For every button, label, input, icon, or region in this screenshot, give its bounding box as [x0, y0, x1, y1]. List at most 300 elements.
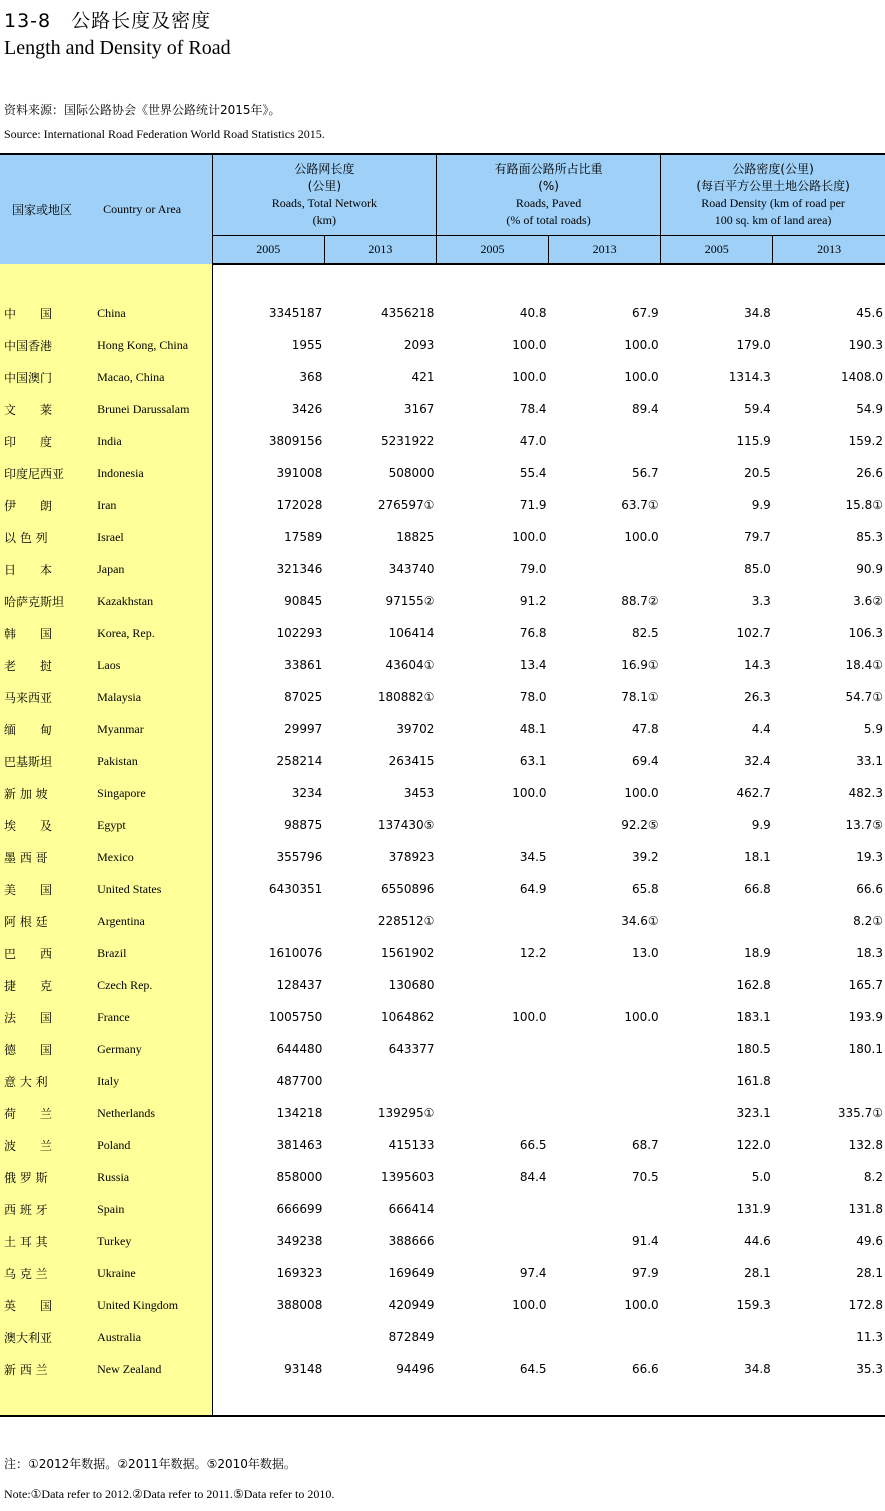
country-name-cn: 俄 罗 斯	[0, 1161, 95, 1193]
value-cell: 19.3	[856, 850, 883, 864]
table-row	[0, 489, 885, 521]
header-line: Roads, Total Network	[271, 196, 377, 210]
value-cell: 82.5	[631, 626, 659, 640]
value-cell: 90845	[284, 594, 323, 608]
value-cell: 169649	[388, 1266, 435, 1280]
value-cell: 3426	[291, 402, 323, 416]
country-name-en: Russia	[95, 1161, 212, 1193]
value-cell: 180.1	[848, 1042, 883, 1056]
value-cell: 388666	[388, 1234, 435, 1248]
table-row	[0, 393, 885, 425]
value-cell: 321346	[276, 562, 323, 576]
country-name-cn: 伊 朗	[0, 489, 95, 521]
country-name-cn: 西 班 牙	[0, 1193, 95, 1225]
value-cell: 67.9	[631, 306, 659, 320]
header-line: (%)	[538, 179, 559, 193]
value-cell: 378923	[388, 850, 435, 864]
country-name-en: Iran	[95, 489, 212, 521]
table-row	[0, 937, 885, 969]
value-cell: 89.4	[631, 402, 659, 416]
value-cell: 391008	[276, 466, 323, 480]
value-cell	[436, 1097, 548, 1129]
value-cell: 106414	[388, 626, 435, 640]
value-cell	[212, 905, 324, 937]
value-cell: 165.7	[848, 978, 883, 992]
value-cell: 159.3	[736, 1298, 771, 1312]
header-line: 100 sq. km of land area)	[714, 213, 832, 227]
value-cell: 35.3	[856, 1362, 883, 1376]
country-name-cn: 日 本	[0, 553, 95, 585]
value-cell	[661, 1321, 773, 1353]
value-cell: 91.2	[519, 594, 547, 608]
value-cell: 482.3	[848, 786, 883, 800]
value-cell: 1610076	[268, 946, 323, 960]
country-name-en: Poland	[95, 1129, 212, 1161]
value-cell: 100.0	[512, 1298, 547, 1312]
value-cell: 6550896	[381, 882, 435, 896]
value-cell: 16.9①	[621, 658, 659, 672]
value-cell: 349238	[276, 1234, 323, 1248]
header-line: Road Density (km of road per	[701, 196, 845, 210]
value-cell: 162.8	[736, 978, 771, 992]
value-cell: 65.8	[631, 882, 659, 896]
value-cell: 29997	[284, 722, 323, 736]
value-cell: 193.9	[848, 1010, 883, 1024]
value-cell	[549, 1033, 661, 1065]
value-cell: 64.5	[519, 1362, 547, 1376]
value-cell: 190.3	[848, 338, 883, 352]
value-cell: 132.8	[848, 1138, 883, 1152]
country-name-en: Australia	[95, 1321, 212, 1353]
value-cell: 33.1	[856, 754, 883, 768]
value-cell: 644480	[276, 1042, 323, 1056]
value-cell: 100.0	[624, 1010, 659, 1024]
country-name-en: India	[95, 425, 212, 457]
table-row	[0, 521, 885, 553]
value-cell: 13.0	[631, 946, 659, 960]
value-cell: 8.2	[863, 1170, 883, 1184]
value-cell: 180.5	[736, 1042, 771, 1056]
value-cell: 39.2	[631, 850, 659, 864]
value-cell: 228512①	[377, 914, 435, 928]
country-name-en: Mexico	[95, 841, 212, 873]
value-cell: 28.1	[744, 1266, 771, 1280]
value-cell: 666414	[388, 1202, 435, 1216]
value-cell: 14.3	[744, 658, 771, 672]
value-cell: 100.0	[624, 1298, 659, 1312]
value-cell: 130680	[388, 978, 435, 992]
country-name-en: Brunei Darussalam	[95, 393, 212, 425]
value-cell: 858000	[276, 1170, 323, 1184]
value-cell: 34.5	[519, 850, 547, 864]
value-cell: 134218	[276, 1106, 323, 1120]
country-name-cn: 土 耳 其	[0, 1225, 95, 1257]
table-row	[0, 681, 885, 713]
value-cell: 56.7	[631, 466, 659, 480]
value-cell: 28.1	[856, 1266, 883, 1280]
table-body	[0, 264, 885, 1416]
value-cell: 3.3	[751, 594, 771, 608]
country-name-en: Spain	[95, 1193, 212, 1225]
value-cell: 172.8	[848, 1298, 883, 1312]
value-cell: 44.6	[744, 1234, 771, 1248]
value-cell: 18825	[396, 530, 435, 544]
value-cell: 355796	[276, 850, 323, 864]
country-name-en: Egypt	[95, 809, 212, 841]
value-cell: 13.7⑤	[845, 818, 883, 832]
value-cell: 34.6①	[621, 914, 659, 928]
value-cell	[436, 905, 548, 937]
value-cell: 137430⑤	[377, 818, 435, 832]
value-cell: 3234	[291, 786, 323, 800]
value-cell: 15.8①	[845, 498, 883, 512]
table-row	[0, 1353, 885, 1385]
value-cell	[549, 425, 661, 457]
value-cell: 66.6	[631, 1362, 659, 1376]
value-cell: 643377	[388, 1042, 435, 1056]
value-cell: 100.0	[512, 786, 547, 800]
country-name-cn: 乌 克 兰	[0, 1257, 95, 1289]
country-name-cn: 马来西亚	[0, 681, 95, 713]
value-cell: 100.0	[512, 338, 547, 352]
value-cell	[549, 553, 661, 585]
table-row	[0, 1097, 885, 1129]
value-cell: 263415	[388, 754, 435, 768]
country-name-en: Singapore	[95, 777, 212, 809]
table-row	[0, 1033, 885, 1065]
value-cell: 64.9	[519, 882, 547, 896]
value-cell: 13.4	[519, 658, 547, 672]
country-name-en: Pakistan	[95, 745, 212, 777]
value-cell: 421	[411, 370, 435, 384]
country-name-en: Malaysia	[95, 681, 212, 713]
value-cell: 100.0	[512, 370, 547, 384]
value-cell: 66.8	[744, 882, 771, 896]
country-name-en: Italy	[95, 1065, 212, 1097]
value-cell: 47.8	[631, 722, 659, 736]
value-cell: 3809156	[268, 434, 323, 448]
value-cell	[436, 969, 548, 1001]
value-cell: 100.0	[624, 786, 659, 800]
value-cell: 84.4	[519, 1170, 547, 1184]
table-row	[0, 1001, 885, 1033]
value-cell: 97.9	[631, 1266, 659, 1280]
country-name-cn: 美 国	[0, 873, 95, 905]
source-note-cn: 资料来源：国际公路协会《世界公路统计2015年》。	[4, 103, 281, 117]
country-name-cn: 韩 国	[0, 617, 95, 649]
value-cell: 85.3	[856, 530, 883, 544]
value-cell: 128437	[276, 978, 323, 992]
value-cell	[549, 1065, 661, 1097]
value-cell	[549, 1321, 661, 1353]
value-cell: 115.9	[736, 434, 771, 448]
country-name-en: Kazakhstan	[95, 585, 212, 617]
country-name-cn: 荷 兰	[0, 1097, 95, 1129]
header-country-cn: 国家或地区	[0, 154, 95, 264]
value-cell: 70.5	[631, 1170, 659, 1184]
header-year: 2005	[436, 236, 548, 265]
value-cell: 1408.0	[841, 370, 883, 384]
source-note-en: Source: International Road Federation World Road Statistics 2015.	[4, 127, 325, 141]
value-cell: 3453	[403, 786, 435, 800]
value-cell: 3.6②	[853, 594, 883, 608]
value-cell: 18.4①	[845, 658, 883, 672]
table-row	[0, 1257, 885, 1289]
value-cell: 6430351	[268, 882, 323, 896]
value-cell: 131.9	[736, 1202, 771, 1216]
country-name-cn: 埃 及	[0, 809, 95, 841]
table-row	[0, 297, 885, 329]
country-name-cn: 老 挝	[0, 649, 95, 681]
table-spacer-row	[0, 264, 885, 297]
country-name-cn: 缅 甸	[0, 713, 95, 745]
country-name-cn: 巴基斯坦	[0, 745, 95, 777]
value-cell: 18.1	[744, 850, 771, 864]
country-name-cn: 文 莱	[0, 393, 95, 425]
header-group-total-network	[212, 154, 436, 236]
table-row	[0, 1225, 885, 1257]
value-cell: 87025	[284, 690, 323, 704]
value-cell: 34.8	[744, 306, 771, 320]
value-cell: 26.3	[744, 690, 771, 704]
header-year: 2013	[773, 236, 885, 265]
value-cell: 48.1	[519, 722, 547, 736]
value-cell: 258214	[276, 754, 323, 768]
value-cell: 18.3	[856, 946, 883, 960]
country-name-en: France	[95, 1001, 212, 1033]
value-cell: 179.0	[736, 338, 771, 352]
country-name-cn: 波 兰	[0, 1129, 95, 1161]
table-row	[0, 585, 885, 617]
header-line: 有路面公路所占比重	[494, 162, 603, 176]
value-cell: 26.6	[856, 466, 883, 480]
value-cell	[436, 1065, 548, 1097]
value-cell: 100.0	[512, 1010, 547, 1024]
value-cell: 33861	[284, 658, 323, 672]
value-cell: 71.9	[519, 498, 547, 512]
value-cell: 69.4	[631, 754, 659, 768]
value-cell	[549, 969, 661, 1001]
table-row	[0, 905, 885, 937]
value-cell: 92.2⑤	[621, 818, 659, 832]
value-cell: 276597①	[377, 498, 435, 512]
country-name-cn: 新 西 兰	[0, 1353, 95, 1385]
value-cell: 97.4	[519, 1266, 547, 1280]
table-row	[0, 457, 885, 489]
value-cell: 161.8	[736, 1074, 771, 1088]
value-cell: 98875	[284, 818, 323, 832]
footnote-cn: 注：①2012年数据。②2011年数据。⑤2010年数据。	[4, 1457, 296, 1471]
country-name-en: Germany	[95, 1033, 212, 1065]
table-row	[0, 1129, 885, 1161]
value-cell	[436, 1033, 548, 1065]
country-name-en: Brazil	[95, 937, 212, 969]
value-cell: 54.9	[856, 402, 883, 416]
value-cell: 54.7①	[845, 690, 883, 704]
table-header	[0, 154, 885, 264]
table-spacer-row	[0, 1385, 885, 1416]
header-group-density	[661, 154, 885, 236]
table-row	[0, 1321, 885, 1353]
country-name-cn: 捷 克	[0, 969, 95, 1001]
header-group-paved	[436, 154, 660, 236]
value-cell: 872849	[388, 1330, 435, 1344]
value-cell: 32.4	[744, 754, 771, 768]
value-cell: 90.9	[856, 562, 883, 576]
value-cell: 97155②	[385, 594, 435, 608]
value-cell: 76.8	[519, 626, 547, 640]
country-name-en: Israel	[95, 521, 212, 553]
value-cell: 39702	[396, 722, 435, 736]
value-cell	[436, 1225, 548, 1257]
country-name-en: United States	[95, 873, 212, 905]
country-name-en: Indonesia	[95, 457, 212, 489]
value-cell: 508000	[388, 466, 435, 480]
value-cell: 79.7	[744, 530, 771, 544]
value-cell: 106.3	[848, 626, 883, 640]
country-name-cn: 中 国	[0, 297, 95, 329]
value-cell: 487700	[276, 1074, 323, 1088]
table-title-cn: 13-8 公路长度及密度	[4, 10, 212, 32]
value-cell: 55.4	[519, 466, 547, 480]
value-cell: 47.0	[519, 434, 547, 448]
value-cell: 59.4	[744, 402, 771, 416]
country-name-cn: 哈萨克斯坦	[0, 585, 95, 617]
country-name-en: New Zealand	[95, 1353, 212, 1385]
header-line: 公路网长度	[294, 162, 355, 176]
value-cell: 1561902	[381, 946, 435, 960]
value-cell: 462.7	[736, 786, 771, 800]
value-cell: 122.0	[736, 1138, 771, 1152]
value-cell: 169323	[276, 1266, 323, 1280]
country-name-en: Turkey	[95, 1225, 212, 1257]
value-cell: 4356218	[381, 306, 435, 320]
value-cell	[773, 1065, 885, 1097]
country-name-en: Korea, Rep.	[95, 617, 212, 649]
value-cell: 68.7	[631, 1138, 659, 1152]
value-cell: 3345187	[268, 306, 323, 320]
value-cell	[324, 1065, 436, 1097]
country-name-cn: 巴 西	[0, 937, 95, 969]
value-cell: 139295①	[377, 1106, 435, 1120]
value-cell: 102.7	[736, 626, 771, 640]
country-name-cn: 德 国	[0, 1033, 95, 1065]
value-cell: 100.0	[624, 338, 659, 352]
footnote-en: Note:①Data refer to 2012.②Data refer to 2011.⑤Data refer to 2010.	[4, 1487, 335, 1501]
value-cell: 34.8	[744, 1362, 771, 1376]
country-name-cn: 中国香港	[0, 329, 95, 361]
header-line: 公路密度(公里)	[732, 162, 814, 176]
header-line: (每百平方公里土地公路长度)	[696, 179, 850, 193]
value-cell	[661, 905, 773, 937]
table-row	[0, 425, 885, 457]
value-cell: 20.5	[744, 466, 771, 480]
value-cell: 8.2①	[853, 914, 883, 928]
value-cell: 43604①	[385, 658, 435, 672]
value-cell: 100.0	[624, 530, 659, 544]
header-year: 2013	[324, 236, 436, 265]
table-row	[0, 361, 885, 393]
value-cell: 5.9	[863, 722, 883, 736]
value-cell: 85.0	[744, 562, 771, 576]
value-cell: 5.0	[751, 1170, 771, 1184]
value-cell: 131.8	[848, 1202, 883, 1216]
value-cell: 78.4	[519, 402, 547, 416]
value-cell: 666699	[276, 1202, 323, 1216]
header-year: 2013	[549, 236, 661, 265]
value-cell: 40.8	[519, 306, 547, 320]
country-name-en: Hong Kong, China	[95, 329, 212, 361]
value-cell: 66.5	[519, 1138, 547, 1152]
country-name-en: Argentina	[95, 905, 212, 937]
table-row	[0, 809, 885, 841]
table-row	[0, 841, 885, 873]
country-name-cn: 新 加 坡	[0, 777, 95, 809]
value-cell: 93148	[284, 1362, 323, 1376]
value-cell: 368	[299, 370, 323, 384]
value-cell: 5231922	[381, 434, 435, 448]
country-name-en: United Kingdom	[95, 1289, 212, 1321]
value-cell: 18.9	[744, 946, 771, 960]
header-line: Roads, Paved	[515, 196, 582, 210]
value-cell: 63.7①	[621, 498, 659, 512]
value-cell: 388008	[276, 1298, 323, 1312]
header-line: (% of total roads)	[506, 213, 591, 227]
value-cell: 183.1	[736, 1010, 771, 1024]
country-name-en: China	[95, 297, 212, 329]
country-name-cn: 印 度	[0, 425, 95, 457]
value-cell: 1395603	[381, 1170, 435, 1184]
country-name-cn: 中国澳门	[0, 361, 95, 393]
value-cell: 1005750	[268, 1010, 323, 1024]
table-row	[0, 713, 885, 745]
country-name-en: Laos	[95, 649, 212, 681]
value-cell: 63.1	[519, 754, 547, 768]
value-cell: 91.4	[631, 1234, 659, 1248]
value-cell	[212, 1321, 324, 1353]
value-cell: 4.4	[751, 722, 771, 736]
country-name-cn: 澳大利亚	[0, 1321, 95, 1353]
value-cell: 323.1	[736, 1106, 771, 1120]
country-name-en: Macao, China	[95, 361, 212, 393]
header-line: (公里)	[307, 179, 342, 193]
table-row	[0, 873, 885, 905]
value-cell: 12.2	[519, 946, 547, 960]
value-cell: 9.9	[751, 498, 771, 512]
value-cell: 102293	[276, 626, 323, 640]
value-cell	[549, 1193, 661, 1225]
table-row	[0, 1161, 885, 1193]
table-row	[0, 617, 885, 649]
value-cell: 343740	[388, 562, 435, 576]
value-cell: 17589	[284, 530, 323, 544]
country-name-cn: 阿 根 廷	[0, 905, 95, 937]
header-year: 2005	[212, 236, 324, 265]
value-cell	[549, 1097, 661, 1129]
value-cell: 11.3	[856, 1330, 883, 1344]
country-name-cn: 以 色 列	[0, 521, 95, 553]
table-row	[0, 969, 885, 1001]
value-cell: 335.7①	[837, 1106, 883, 1120]
header-line: (km)	[312, 213, 336, 227]
value-cell: 100.0	[624, 370, 659, 384]
value-cell: 9.9	[751, 818, 771, 832]
country-name-cn: 英 国	[0, 1289, 95, 1321]
country-name-en: Ukraine	[95, 1257, 212, 1289]
value-cell: 415133	[388, 1138, 435, 1152]
value-cell: 66.6	[856, 882, 883, 896]
header-year: 2005	[661, 236, 773, 265]
